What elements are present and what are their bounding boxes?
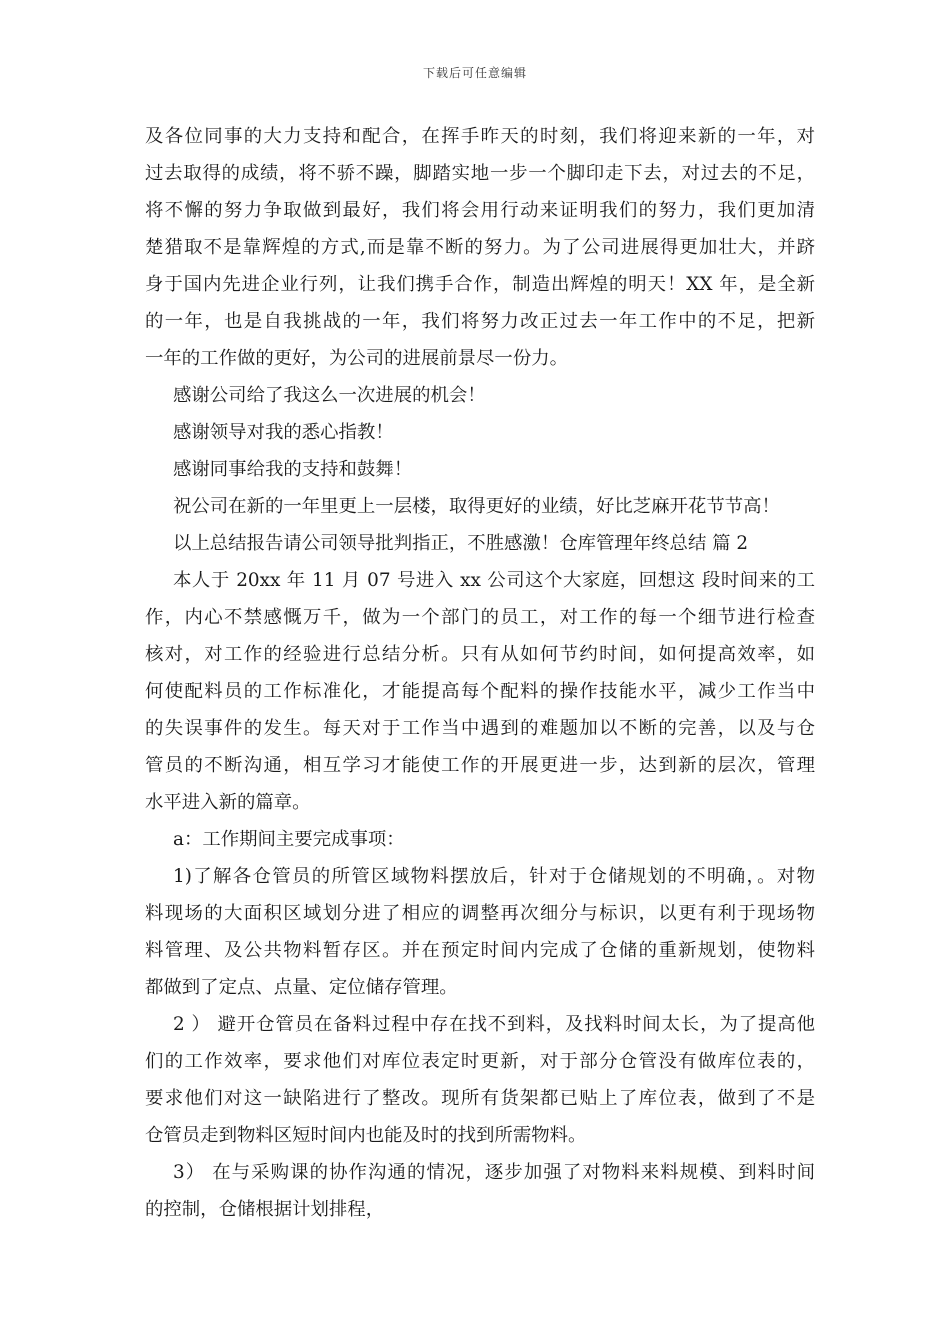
text-line: 感谢公司给了我这么一次进展的机会！ [173,385,486,406]
text-line: 料现场的大面积区域划分进了相应的调整再次细分与标识，以更有利于现场物 [145,903,815,924]
text-line: 何使配料员的工作标准化，才能提高每个配料的操作技能水平，减少工作当中 [145,681,815,702]
text-line: 以上总结报告请公司领导批判指正，不胜感激！仓库管理年终总结 篇 2 [173,533,749,554]
text-line: 感谢领导对我的悉心指教！ [173,422,394,443]
text-line: 2 ） 避开仓管员在备料过程中存在找不到料，及找料时间太长，为了提高他 [173,1014,815,1035]
page-header: 下载后可任意编辑 [422,66,527,80]
text-line: 感谢同事给我的支持和鼓舞！ [173,459,413,480]
text-line: 身于国内先进企业行列，让我们携手合作，制造出辉煌的明天！XX 年，是全新 [145,274,815,295]
text-line: 的失误事件的发生。每天对于工作当中遇到的难题加以不断的完善，以及与仓 [145,718,815,739]
text-line: 本人于 20xx 年 11 月 07 号进入 xx 公司这个大家庭，回想这 段时间来的工 [173,570,815,591]
text-line: 及各位同事的大力支持和配合，在挥手昨天的时刻，我们将迎来新的一年，对 [145,126,815,147]
text-line: 核对，对工作的经验进行总结分析。只有从如何节约时间，如何提高效率，如 [145,644,815,665]
text-line: a：工作期间主要完成事项： [173,829,405,850]
text-line: 将不懈的努力争取做到最好，我们将会用行动来证明我们的努力，我们更加清 [145,200,815,221]
text-line: 一年的工作做的更好，为公司的进展前景尽一份力。 [145,348,568,369]
text-line: 仓管员走到物料区短时间内也能及时的找到所需物料。 [145,1125,587,1146]
text-line: 要求他们对这一缺陷进行了整改。现所有货架都已贴上了库位表，做到了不是 [145,1088,815,1109]
text-line: 3） 在与采购课的协作沟通的情况，逐步加强了对物料来料规模、到料时间 [173,1162,815,1183]
document-body [145,118,815,1228]
text-line: 的一年，也是自我挑战的一年，我们将努力改正过去一年工作中的不足，把新 [145,311,815,332]
text-line: 水平进入新的篇章。 [145,792,311,813]
text-line: 们的工作效率，要求他们对库位表定时更新，对于部分仓管没有做库位表的， [145,1051,815,1072]
text-line: 祝公司在新的一年里更上一层楼，取得更好的业绩，好比芝麻开花节节高！ [173,496,780,517]
text-line: 料管理、及公共物料暂存区。并在预定时间内完成了仓储的重新规划，使物料 [145,940,815,961]
text-line: 过去取得的成绩，将不骄不躁，脚踏实地一步一个脚印走下去，对过去的不足， [145,163,815,184]
text-line: 的控制，仓储根据计划排程， [145,1199,385,1220]
text-line: 作，内心不禁感慨万千，做为一个部门的员工，对工作的每一个细节进行检查 [145,607,815,628]
text-line: 管员的不断沟通，相互学习才能使工作的开展更进一步，达到新的层次，管理 [145,755,815,776]
text-line: 楚猎取不是靠辉煌的方式,而是靠不断的努力。为了公司进展得更加壮大，并跻 [145,237,815,258]
text-line: 1)了解各仓管员的所管区域物料摆放后，针对于仓储规划的不明确，。对物 [173,866,815,887]
text-line: 都做到了定点、点量、定位储存管理。 [145,977,458,998]
